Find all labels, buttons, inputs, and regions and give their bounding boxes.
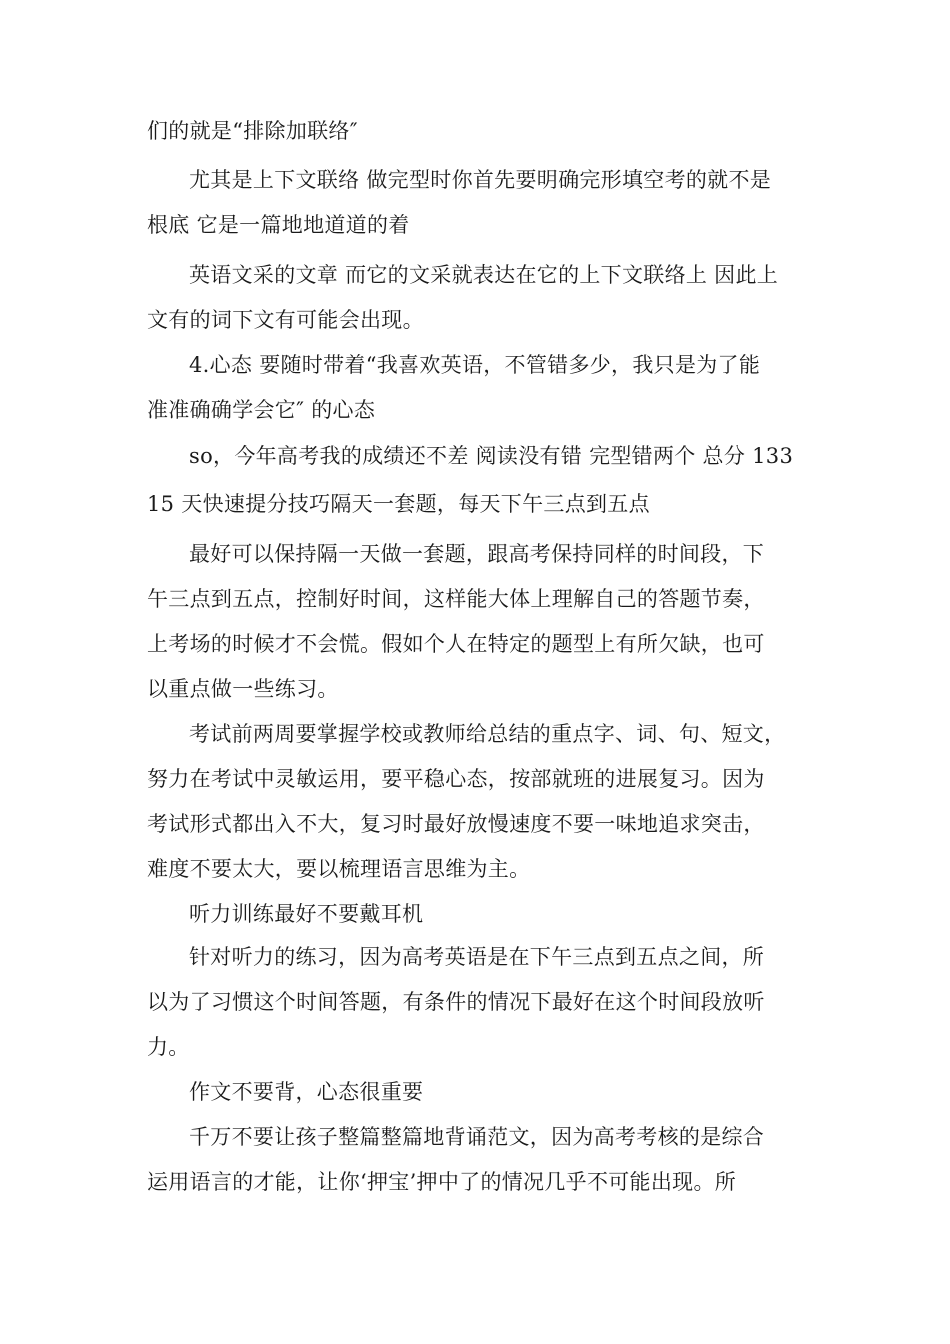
text-line: 作文不要背，心态很重要 bbox=[189, 1080, 424, 1104]
text-line: 上考场的时候才不会慌。假如个人在特定的题型上有所欠缺，也可 bbox=[147, 632, 765, 656]
text-line: 听力训练最好不要戴耳机 bbox=[189, 902, 424, 926]
text-line: 4.心态 要随时带着“我喜欢英语，不管错多少，我只是为了能 bbox=[189, 353, 761, 377]
text-line: 考试前两周要掌握学校或教师给总结的重点字、词、句、短文， bbox=[189, 722, 786, 746]
text-line: 们的就是“排除加联络″ bbox=[147, 119, 358, 143]
text-line: 准准确确学会它″ 的心态 bbox=[147, 398, 376, 422]
text-line: 最好可以保持隔一天做一套题，跟高考保持同样的时间段，下 bbox=[189, 542, 765, 566]
text-line: 午三点到五点，控制好时间，这样能大体上理解自己的答题节奏， bbox=[147, 587, 765, 611]
text-line: 力。 bbox=[147, 1035, 190, 1059]
text-line: 英语文采的文章 而它的文采就表达在它的上下文联络上 因此上 bbox=[189, 263, 779, 287]
text-line: 努力在考试中灵敏运用，要平稳心态，按部就班的进展复习。因为 bbox=[147, 767, 765, 791]
text-line: 以为了习惯这个时间答题，有条件的情况下最好在这个时间段放听 bbox=[147, 990, 765, 1014]
text-line: 千万不要让孩子整篇整篇地背诵范文，因为高考考核的是综合 bbox=[189, 1125, 765, 1149]
text-line: 15 天快速提分技巧隔天一套题，每天下午三点到五点 bbox=[147, 492, 650, 516]
text-line: 针对听力的练习，因为高考英语是在下午三点到五点之间，所 bbox=[189, 945, 765, 969]
text-line: 根底 它是一篇地地道道的着 bbox=[147, 213, 410, 237]
text-line: 考试形式都出入不大，复习时最好放慢速度不要一味地追求突击， bbox=[147, 812, 765, 836]
text-line: 难度不要太大，要以梳理语言思维为主。 bbox=[147, 857, 531, 881]
text-line: 文有的词下文有可能会出现。 bbox=[147, 308, 424, 332]
text-line: so，今年高考我的成绩还不差 阅读没有错 完型错两个 总分 133 bbox=[189, 444, 794, 468]
text-line: 以重点做一些练习。 bbox=[147, 677, 339, 701]
text-line: 尤其是上下文联络 做完型时你首先要明确完形填空考的就不是 bbox=[189, 168, 772, 192]
text-line: 运用语言的才能，让你‘押宝’押中了的情况几乎不可能出现。所 bbox=[147, 1170, 737, 1194]
